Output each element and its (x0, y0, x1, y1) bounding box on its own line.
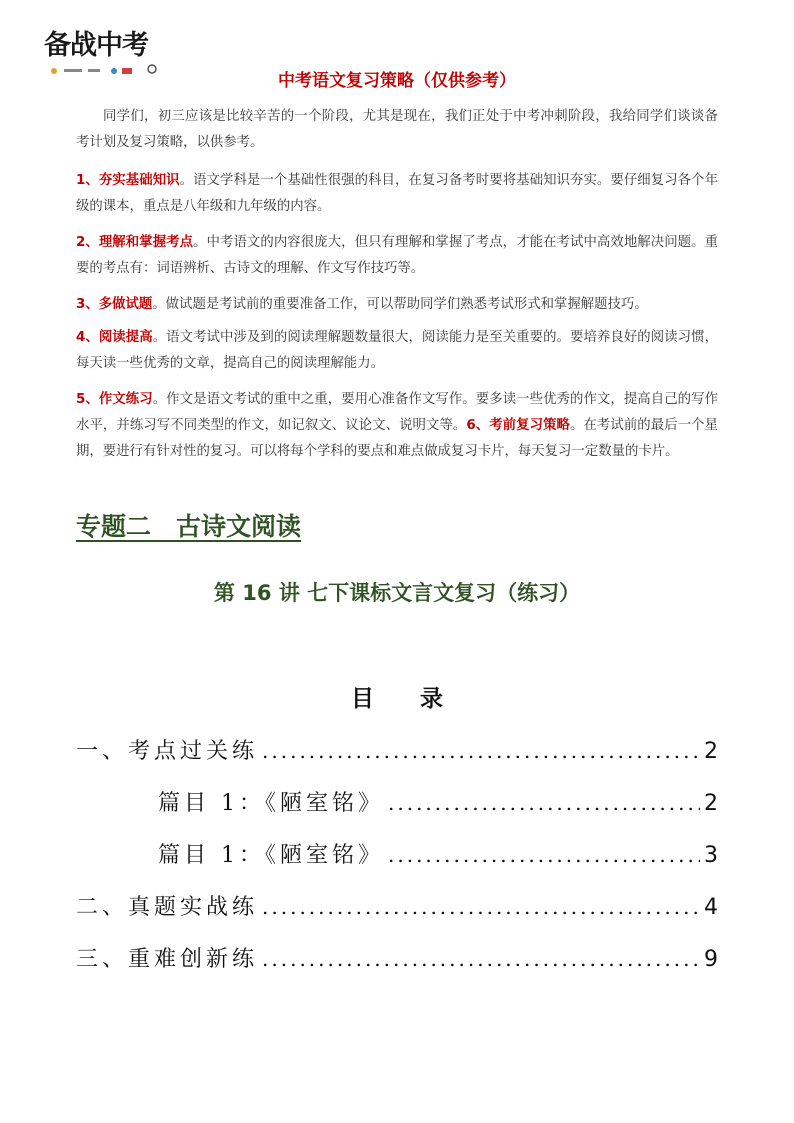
toc-entry-page: 4 (704, 895, 718, 920)
toc-leader-dots (388, 843, 700, 867)
toc-entry-page: 2 (704, 739, 718, 764)
strategy-item (76, 292, 718, 318)
toc-entry-page: 3 (704, 843, 718, 868)
toc-entry[interactable] (76, 942, 718, 978)
strategy-item (76, 325, 718, 377)
toc-entry-page: 2 (704, 791, 718, 816)
toc-leader-dots (262, 947, 700, 971)
toc-entry[interactable] (158, 786, 718, 822)
toc-entry-label: 一、考点过关练 (76, 739, 259, 764)
toc-entry[interactable] (76, 734, 718, 770)
toc-entry-label: 篇目 1：《陋室铭》 (158, 791, 384, 816)
toc-entry-label: 三、重难创新练 (76, 947, 259, 972)
toc-entry-label: 篇目 1：《陋室铭》 (158, 843, 384, 868)
toc-leader-dots (262, 739, 700, 763)
strategy-item-lead: 2、理解和掌握考点 (76, 235, 194, 250)
strategy-item-lead: 3、多做试题 (76, 297, 153, 312)
strategy-intro: 同学们，初三应该是比较辛苦的一个阶段，尤其是现在，我们正处于中考冲刺阶段，我给同学们谈谈备考计划及复习策略，以供参考。 (76, 109, 718, 150)
strategy-item (76, 230, 718, 282)
toc-entry-label: 二、真题实战练 (76, 895, 259, 920)
strategy-item (76, 387, 718, 465)
toc-entry-page: 9 (704, 947, 718, 972)
toc-heading: 目 录 (351, 685, 443, 712)
strategy-item-lead: 1、夯实基础知识 (76, 173, 180, 188)
strategy-item-lead: 6、考前复习策略 (466, 418, 570, 433)
logo-text: 备战中考 (44, 30, 148, 61)
strategy-item-text: 。做试题是考试前的重要准备工作，可以帮助同学们熟悉考试形式和掌握解题技巧。 (152, 297, 648, 312)
toc-leader-dots (262, 895, 700, 919)
strategy-item (76, 168, 718, 220)
strategy-item-text: 。作文是语文考试的重中之重，要用心准备作文写作。要多读一些优秀的作文，提高自己的写作水平，并练习写不同类型的作文，如记叙文、议论文、说明文等。 (76, 392, 718, 433)
strategy-item-text: 。语文考试中涉及到的阅读理解题数量很大，阅读能力是至关重要的。要培养良好的阅读习惯，每天读一些优秀的文章，提高自己的阅读理解能力。 (76, 330, 718, 371)
lesson-title: 第 16 讲 七下课标文言文复习（练习） (213, 581, 581, 605)
toc-entry[interactable] (76, 890, 718, 926)
toc-leader-dots (388, 791, 700, 815)
strategy-item-text: 。语文学科是一个基础性很强的科目，在复习备考时要将基础知识夯实。要仔细复习各个年级的课本，重点是八年级和九年级的内容。 (76, 173, 718, 214)
strategy-item-lead: 4、阅读提高 (76, 330, 153, 345)
toc-entry[interactable] (158, 838, 718, 874)
strategy-item-text: 。中考语文的内容很庞大，但只有理解和掌握了考点，才能在考试中高效地解决问题。重要的考点有：词语辨析、古诗文的理解、作文写作技巧等。 (76, 235, 718, 276)
strategy-item-lead: 5、作文练习 (76, 392, 153, 407)
topic-title: 专题二 古诗文阅读 (76, 512, 302, 541)
strategy-item-text: 。在考试前的最后一个星期，要进行有针对性的复习。可以将每个学科的要点和难点做成复习卡片，每天复习一定数量的卡片。 (76, 418, 719, 459)
strategy-title: 中考语文复习策略（仅供参考） (278, 71, 516, 91)
